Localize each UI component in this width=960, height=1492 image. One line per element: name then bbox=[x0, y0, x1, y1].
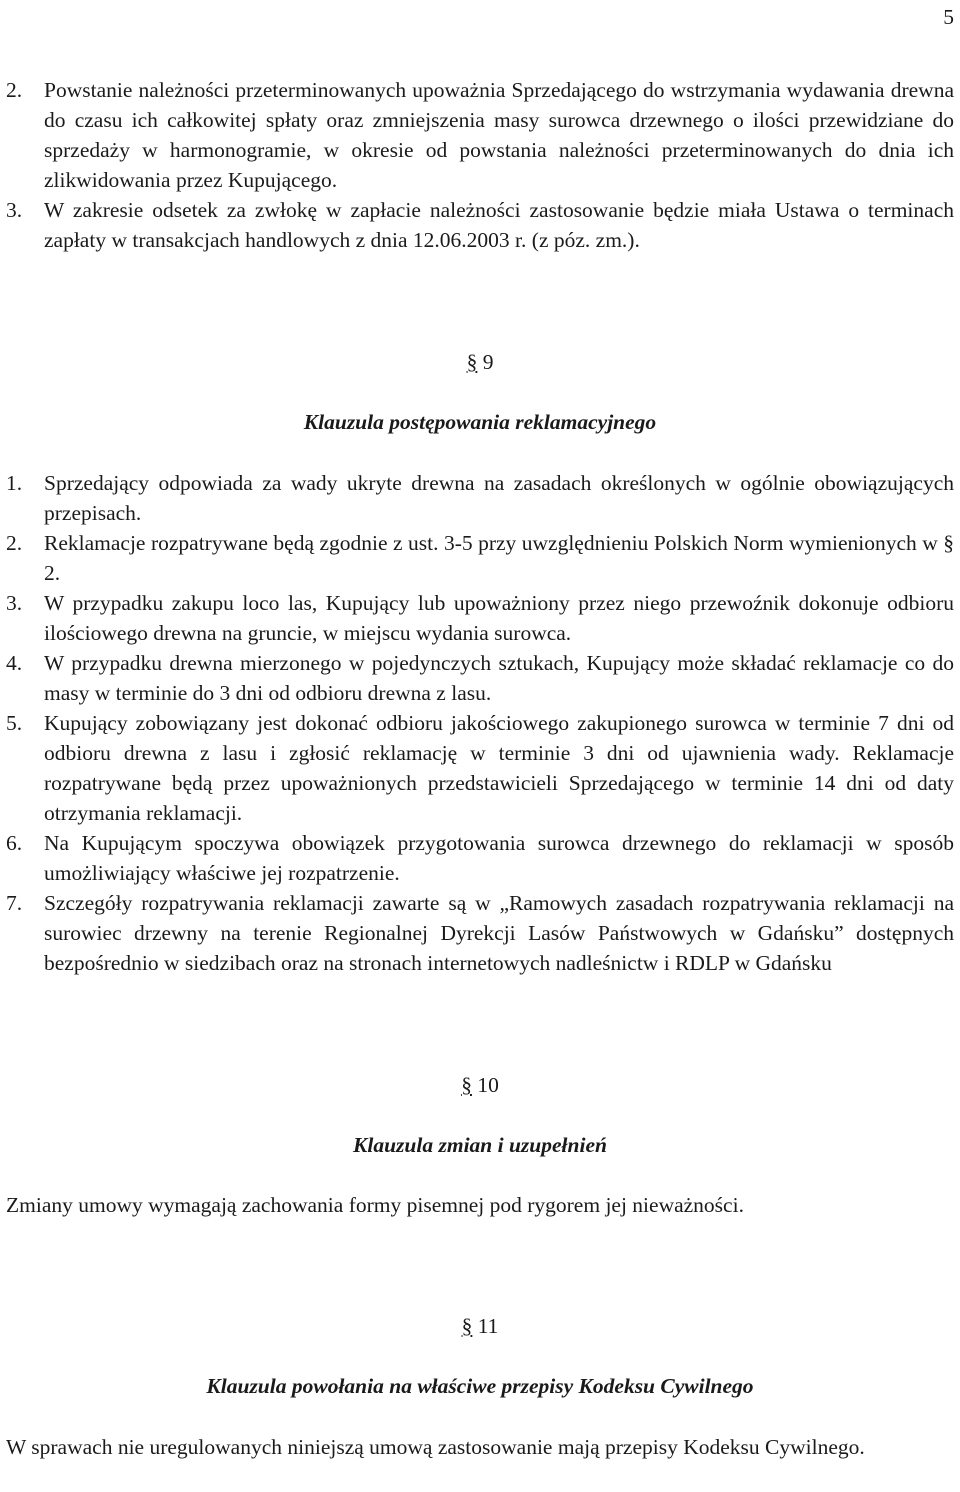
section-title: Klauzula postępowania reklamacyjnego bbox=[303, 410, 657, 434]
list-item bbox=[0, 708, 960, 828]
item-number: 2. bbox=[6, 531, 23, 555]
item-number: 5. bbox=[6, 711, 23, 735]
item-number: 4. bbox=[6, 651, 23, 675]
item-number: 3. bbox=[6, 591, 23, 615]
item-number: 7. bbox=[6, 891, 23, 915]
list-item bbox=[0, 75, 960, 195]
section-number-value: 11 bbox=[477, 1314, 499, 1338]
section-10 bbox=[0, 1070, 960, 1100]
section-11 bbox=[0, 1311, 960, 1341]
section-number bbox=[0, 347, 960, 377]
item-number: 6. bbox=[6, 831, 23, 855]
section-number-value: 10 bbox=[477, 1073, 499, 1097]
section-9 bbox=[0, 347, 960, 377]
list-item bbox=[0, 648, 960, 708]
section-title: Klauzula zmian i uzupełnień bbox=[353, 1133, 607, 1157]
page-number: 5 bbox=[943, 5, 954, 29]
section-text: W sprawach nie uregulowanych niniejszą umową zastosowanie mają przepisy Kodeksu Cywilnego. bbox=[6, 1435, 865, 1459]
item-text: Szczegóły rozpatrywania reklamacji zawarte są w „Ramowych zasadach rozpatrywania reklamacji na surowiec drzewny na terenie Regionalnej Dyrekcji Lasów Państwowych w Gdańsku” dostępnych bezpośrednio w siedzibach oraz na stronach internetowych nadleśnictw i RDLP w Gdańsku bbox=[44, 891, 954, 975]
section-11-body bbox=[0, 1432, 960, 1462]
list-item bbox=[0, 528, 960, 588]
section-10-body bbox=[0, 1190, 960, 1220]
section-text: Zmiany umowy wymagają zachowania formy pisemnej pod rygorem jej nieważności. bbox=[6, 1193, 744, 1217]
list-item bbox=[0, 588, 960, 648]
item-number: 3. bbox=[6, 198, 23, 222]
item-text: W przypadku zakupu loco las, Kupujący lub upoważniony przez niego przewoźnik dokonuje odbioru ilościowego drewna na gruncie, w miejscu wydania surowca. bbox=[44, 591, 954, 645]
item-text: Na Kupującym spoczywa obowiązek przygotowania surowca drzewnego do reklamacji w sposób umożliwiający właściwe jej rozpatrzenie. bbox=[44, 831, 954, 885]
item-number: 1. bbox=[6, 471, 23, 495]
list-item bbox=[0, 468, 960, 528]
section-number bbox=[0, 1070, 960, 1100]
paragraph-symbol: § bbox=[466, 350, 478, 374]
list-item bbox=[0, 195, 960, 255]
section-number-value: 9 bbox=[482, 350, 494, 374]
section-9-items-block bbox=[0, 468, 960, 978]
item-text: Sprzedający odpowiada za wady ukryte drewna na zasadach określonych w ogólnie obowiązujących przepisach. bbox=[44, 471, 954, 525]
section-9-title-block bbox=[0, 407, 960, 437]
item-text: Kupujący zobowiązany jest dokonać odbioru jakościowego zakupionego surowca w terminie 7 dni od odbioru drewna z lasu i zgłosić reklamację w terminie 3 dni od ujawnienia wady. Reklamacje rozpatrywane będą przez upoważnionych przedstawicieli Sprzedającego w terminie 14 dni od daty otrzymania reklamacji. bbox=[44, 711, 954, 825]
paragraph-symbol: § bbox=[461, 1073, 472, 1097]
item-number: 2. bbox=[6, 78, 23, 102]
item-text: W przypadku drewna mierzonego w pojedynczych sztukach, Kupujący może składać reklamacje co do masy w terminie do 3 dni od odbioru drewna z lasu. bbox=[44, 651, 954, 705]
section-10-title-block bbox=[0, 1130, 960, 1160]
item-text: Powstanie należności przeterminowanych upoważnia Sprzedającego do wstrzymania wydawania drewna do czasu ich całkowitej spłaty oraz zmniejszenia masy surowca drzewnego o ilości przewidziane do sprzedaży w harmonogramie, w okresie od powstania należności przeterminowanych do dnia ich zlikwidowania przez Kupującego. bbox=[44, 78, 954, 192]
section-9-list bbox=[0, 468, 960, 978]
top-list bbox=[0, 75, 960, 255]
top-list-block bbox=[0, 75, 960, 255]
section-title: Klauzula powołania na właściwe przepisy Kodeksu Cywilnego bbox=[206, 1374, 754, 1398]
item-text: W zakresie odsetek za zwłokę w zapłacie należności zastosowanie będzie miała Ustawa o terminach zapłaty w transakcjach handlowych z dnia 12.06.2003 r. (z póz. zm.). bbox=[44, 198, 954, 252]
list-item bbox=[0, 888, 960, 978]
section-11-title-block bbox=[0, 1371, 960, 1401]
list-item bbox=[0, 828, 960, 888]
paragraph-symbol: § bbox=[461, 1314, 473, 1338]
item-text: Reklamacje rozpatrywane będą zgodnie z ust. 3-5 przy uwzględnieniu Polskich Norm wymienionych w § 2. bbox=[44, 531, 954, 585]
section-number bbox=[0, 1311, 960, 1341]
